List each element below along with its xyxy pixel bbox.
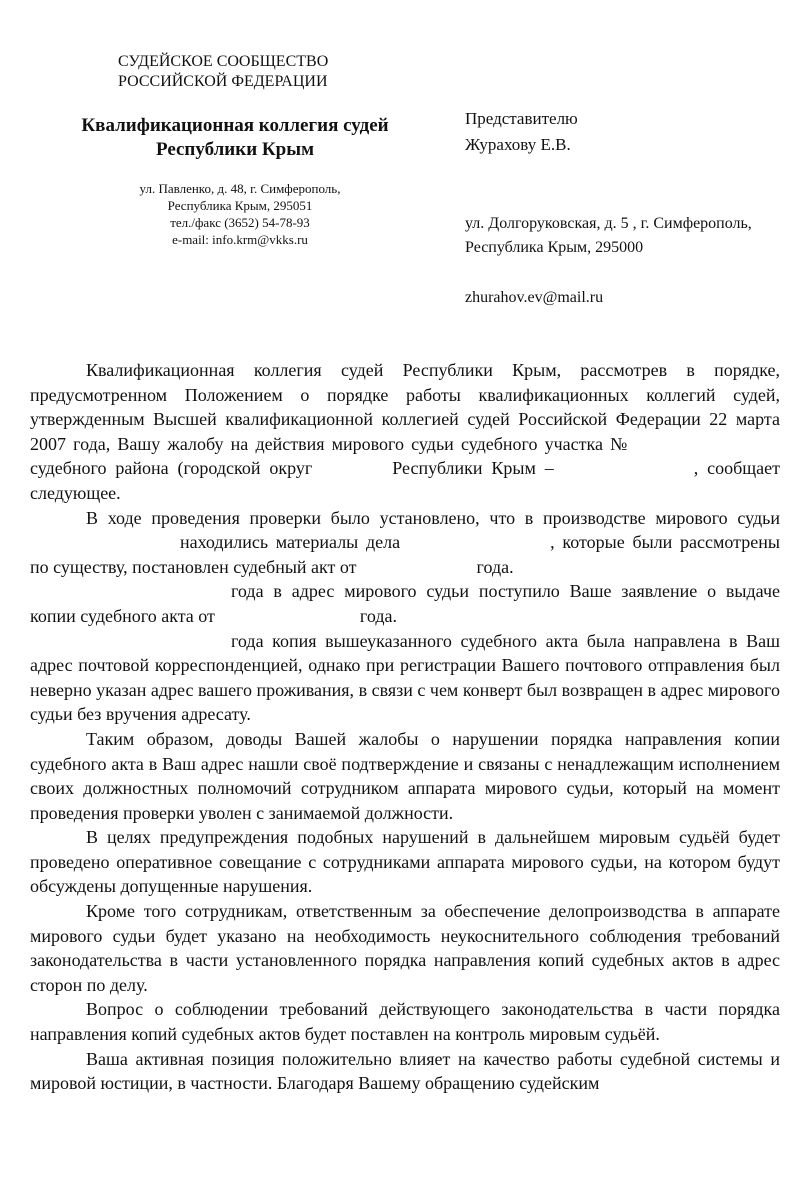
addressee-block <box>465 106 795 158</box>
paragraph-9: Ваша активная позиция положительно влияет на качество работы судебной системы и мировой юстиции, в частности. Благодаря Вашему обращению судейским <box>30 1048 780 1094</box>
paragraph-4: года копия вышеуказанного судебного акта была направлена в Ваш адрес почтовой корреспонденцией, однако при регистрации Вашего почтового отправления был неверно указан адрес вашего проживания, в связи с чем конверт был возвращен в адрес мирового судьи без вручения адресату. <box>30 630 780 725</box>
org-line-2: РОССИЙСКОЙ ФЕДЕРАЦИИ <box>118 73 328 90</box>
collegium-line-1: Квалификационная коллегия судей <box>81 115 389 136</box>
collegium-line-2: Республики Крым <box>155 139 315 160</box>
addressee-region: Республика Крым, 295000 <box>465 239 644 256</box>
addressee-address <box>465 212 805 260</box>
sender-region: Республика Крым, 295051 <box>167 198 313 213</box>
addressee-name: Журахову Е.В. <box>465 135 571 154</box>
sender-address <box>100 180 380 248</box>
paragraph-5: Таким образом, доводы Вашей жалобы о нарушении порядка направления копии судебного акта в Ваш адрес нашли своё подтверждение и связаны с ненадлежащим исполнением своих должностных полномочий сотрудником аппарата мирового судьи, который на момент проведения проверки уволен с занимаемой должности. <box>30 728 780 823</box>
paragraph-1: Квалификационная коллегия судей Республики Крым, рассмотрев в порядке, предусмотренном Положением о порядке работы квалификационных коллегий судей, утвержденным Высшей квалификационной коллегией судей Российской Федерации 22 марта 2007 года, Вашу жалобу на действия мирового судьи судебного участка №судебного района (городской округ Республики Крым – , сообщает следующее. <box>30 360 780 503</box>
addressee-email: zhurahov.ev@mail.ru <box>465 289 604 306</box>
collegium-title <box>50 114 420 162</box>
letter-body <box>30 358 780 1096</box>
paragraph-2: В ходе проведения проверки было установлено, что в производстве мирового судьинаходились материалы дела , которые были рассмотрены по существу, постановлен судебный акт от года. <box>30 507 780 577</box>
org-line-1: СУДЕЙСКОЕ СООБЩЕСТВО <box>118 53 329 70</box>
paragraph-6: В целях предупреждения подобных нарушений в дальнейшем мировым судьёй будет проведено оперативное совещание с сотрудниками аппарата мирового судьи, на котором будут обсуждены допущенные нарушения. <box>30 827 780 897</box>
sender-street: ул. Павленко, д. 48, г. Симферополь, <box>139 181 341 196</box>
paragraph-7: Кроме того сотрудникам, ответственным за обеспечение делопроизводства в аппарате мирового судьи будет указано на необходимость неукоснительного соблюдения требований законодательства в части установленного порядка направления копий судебных актов в адрес сторон по делу. <box>30 901 780 995</box>
paragraph-3: года в адрес мирового судьи поступило Ваше заявление о выдаче копии судебного акта от года. <box>30 581 780 626</box>
sender-phone: тел./факс (3652) 54-78-93 <box>170 215 310 230</box>
addressee-role: Представителю <box>465 109 578 128</box>
paragraph-8: Вопрос о соблюдении требований действующего законодательства в части порядка направления копий судебных актов будет поставлен на контроль мировым судьёй. <box>30 999 780 1045</box>
judicial-community-header <box>118 52 368 92</box>
addressee-street: ул. Долгоруковская, д. 5 , г. Симферополь, <box>465 215 752 232</box>
sender-email: e-mail: info.krm@vkks.ru <box>172 232 308 247</box>
